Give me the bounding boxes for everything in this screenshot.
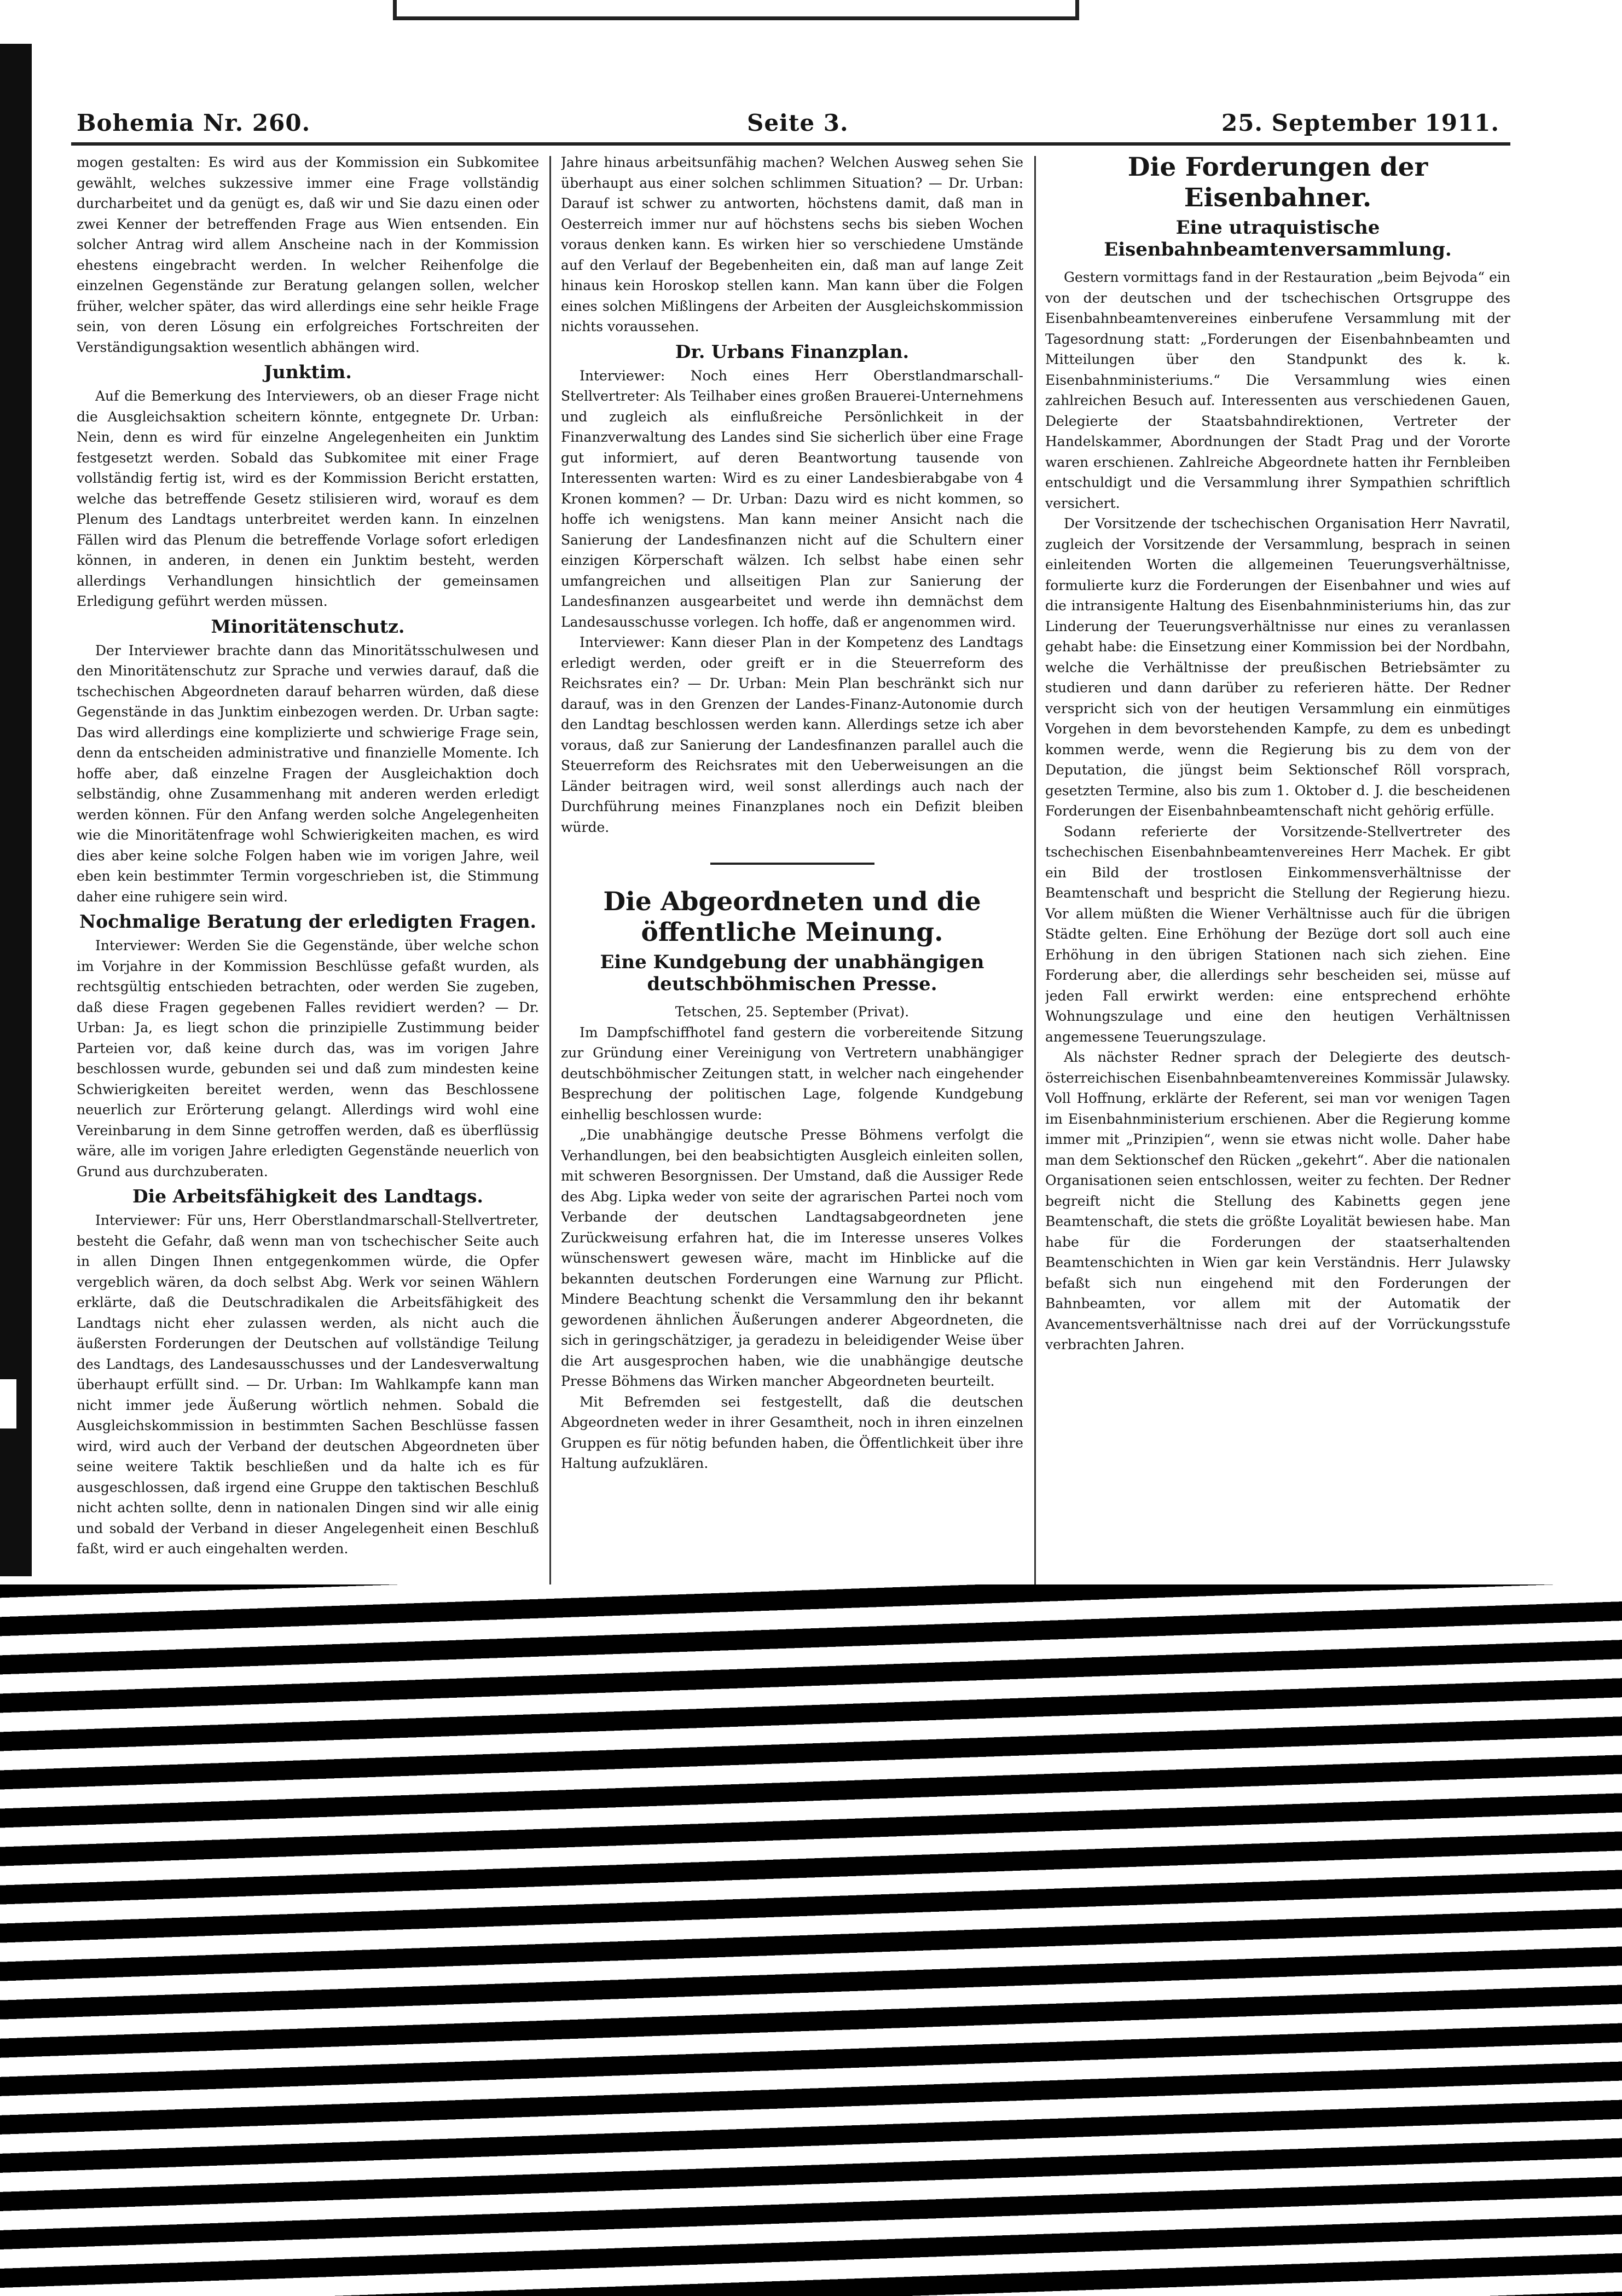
scan-edge-left [0,44,32,1576]
scan-artifact-stripes [0,1584,1622,2296]
column-rule [1034,156,1036,1584]
article-paragraph: „Die unabhängige deutsche Presse Böhmens verfolgt die Verhandlungen, bei den beabsichtigten Ausgleich einleiten sollen, mit schweren Besorgnissen. Der Umstand, daß die Aussiger Rede des Abg. Lipka weder von seite der agrarischen Partei noch vom Verbande der deutschen Landtagsabgeordneten jene Zurückweisung erfahren hat, die im Interesse unseres Volkes wünschenswert gewesen wäre, macht im Hinblicke auf die bekannten deutschen Forderungen eine Warnung zur Pflicht. Mindere Beachtung schenkt die Versammlung den ihr bekannt gewordenen ähnlichen Äußerungen anderer Abgeordneten, die sich in geringschätziger, ja geradezu in beleidigender Weise über die Art ausgesprochen haben, wie die unabhängige deutsche Presse Böhmens das Wirken mancher Abgeordneten beurteilt. [561,1127,1023,1389]
section-heading-nochmalige-beratung: Nochmalige Beratung der erledigten Fragen. [79,911,537,932]
scan-border-top [393,0,1079,20]
article-paragraph: Jahre hinaus arbeitsunfähig machen? Welchen Ausweg sehen Sie überhaupt aus einer solchen schlimmen Situation? — Dr. Urban: Darauf ist schwer zu antworten, höchstens damit, daß man in Oesterreich immer nur auf höchstens sechs bis sieben Wochen voraus denken kann. Es wirken hier so verschiedene Umstände auf den Verlauf der Begebenheiten ein, daß man auf lange Zeit hinaus kein Horoskop stellen kann. Man kann über die Folgen eines solchen Mißlingens der Arbeiten der Ausgleichskommission nichts voraussehen. [561,154,1023,334]
article-paragraph: Mit Befremden sei festgestellt, daß die deutschen Abgeordneten weder in ihrer Gesamtheit, noch in ihren einzelnen Gruppen es für nötig befunden haben, die Öffentlichkeit über ihre Haltung aufzuklären. [561,1393,1023,1471]
article-paragraph: Interviewer: Werden Sie die Gegenstände, über welche schon im Vorjahre in der Kommission Beschlüsse gefaßt wurden, als rechtsgültig entschieden betrachten, oder werden Sie zugeben, daß diese Fragen gegebenen Falles revidiert werden? — Dr. Urban: Ja, es liegt schon die prinzipielle Zustimmung beider Parteien vor, daß keine durch das, was im vorigen Jahre beschlossen wurde, gebunden sei und daß zum mindesten keine Schwierigkeiten bereitet werden, wenn das Beschlossene neuerlich zur Erörterung gelangt. Allerdings wird wohl eine Vereinbarung in dem Sinne getroffen werden, daß es überflüssig wäre, alle im vorigen Jahre erledigten Gegenstände neuerlich von Grund aus durchzuberaten. [77,938,539,1179]
section-heading-finanzplan: Dr. Urbans Finanzplan. [675,340,910,362]
article-dateline: Tetschen, 25. September (Privat). [675,1004,910,1020]
article-paragraph: Gestern vormittags fand in der Restauration „beim Bejvoda“ ein von der deutschen und der tschechischen Ortsgruppe des Eisenbahnbeamtenvereines einberufene Versammlung mit der Tagesordnung statt: „Forderungen der Eisenbahnbeamten und Mitteilungen über den Standpunkt des k. k. Eisenbahnministeriums.“ Die Versammlung wies einen zahlreichen Besuch auf. Interessenten aus verschiedenen Gauen, Delegierte der Staatsbahndirektionen, Vertreter der Handelskammer, Abordnungen der Stadt Prag und der Vororte waren erschienen. Zahlreiche Abgeordnete hatten ihr Fernbleiben entschuldigt und die Versammlung ihrer Sympathien schriftlich versichert. [1045,269,1510,511]
article-paragraph: Interviewer: Kann dieser Plan in der Kompetenz des Landtags erledigt werden, oder greift er in die Steuerreform des Reichsrates ein? — Dr. Urban: Mein Plan beschränkt sich nur darauf, was in den Grenzen der Landes-Finanz-Autonomie durch den Landtag beschlossen werden kann. Allerdings setze ich aber voraus, daß zur Sanierung der Landesfinanzen parallel auch die Steuerreform des Reichsrates mit den Ueberweisungen an die Länder beitragen wird, weil sonst allerdings auch nach der Durchführung meines Finanzplanes noch ein Defizit bleiben würde. [561,634,1023,835]
article-paragraph: Interviewer: Für uns, Herr Oberstlandmarschall-Stellvertreter, besteht die Gefahr, daß wenn man von tschechischer Seite auch in allen Dingen Ihnen entgegenkommen würde, die Opfer vergeblich wären, da doch selbst Abg. Werk vor seinen Wählern erklärte, daß die Deutschradikalen die Arbeitsfähigkeit des Landtags nicht eher zulassen werden, als nicht auch die äußersten Forderungen der Deutschen auf vollständige Teilung des Landtags, des Landesausschusses und der Landesverwaltung überhaupt erfüllt sind. — Dr. Urban: Im Wahlkampfe kann man nicht immer jede Äußerung wörtlich nehmen. Sobald die Ausgleichskommission in bestimmten Sachen Beschlüsse fassen wird, wird auch der Verband der deutschen Abgeordneten über seine weitere Taktik beschließen und da halte ich es für ausgeschlossen, daß irgend eine Gruppe den taktischen Beschluß nicht achten sollte, denn in nationalen Dingen sind wir alle einig und sobald der Verband in dieser Angelegenheit einen Beschluß faßt, wird er auch eingehalten werden. [77,1212,539,1557]
article-paragraph: Sodann referierte der Vorsitzende-Stellvertreter des tschechischen Eisenbahnbeamtenvereines Herr Machek. Er gibt ein Bild der trostlosen Einkommensverhältnisse der Beamtenschaft und bespricht die Stellung der Regierung hiezu. Vor allem müßten die Wiener Verhältnisse auch für die übrigen Städte gelten. Eine Erhöhung der Bezüge dort soll auch eine Erhöhung in den übrigen Stationen nach sich ziehen. Eine Forderung aber, die allerdings sehr bescheiden sei, müsse auf jeden Fall erwirkt werden: eine entsprechend erhöhte Wohnungszulage und eine den heutigen Verhältnissen angemessene Teuerungszulage. [1045,823,1510,1045]
article-subheadline-kundgebung: Eine Kundgebung der unabhängigen deutschböhmischen Presse. [600,951,984,995]
scan-edge-gap [0,1379,16,1429]
article-paragraph: Im Dampfschiffhotel fand gestern die vorbereitende Sitzung zur Gründung einer Vereinigung von Vertretern unabhängiger deutschböhmischer Zeitungen statt, in welcher nach eingehender Besprechung der politischen Lage, folgende Kundgebung einhellig beschlossen wurde: [561,1024,1023,1123]
article-paragraph: Als nächster Redner sprach der Delegierte des deutsch-österreichischen Eisenbahnbeamtenvereines Kommissär Julawsky. Voll Hoffnung, erklärte der Referent, sei man vor wenigen Tagen im Eisenbahnministerium erschienen. Aber die Regierung komme immer mit „Prinzipien“, wenn sie etwas nicht wolle. Daher habe man dem Sektionschef den Rücken „gekehrt“. Aber die nationalen Organisationen seien entschlossen, weiter zu fechten. Der Redner begreift nicht die Stellung des Kabinetts gegen jene Beamtenschaft, die stets die größte Loyalität bewiesen habe. Man habe für die Forderungen der staatserhaltenden Beamtenschichten in Wien gar kein Verständnis. Herr Julawsky befaßt sich nun eingehend mit den Forderungen der Bahnbeamten, vor allem mit der Automatik der Avancementsverhältnisse nach drei auf der Vorrückungsstufe verbrachten Jahren. [1045,1049,1510,1352]
masthead-page-number: Seite 3. [747,109,849,136]
article-paragraph: mogen gestalten: Es wird aus der Kommission ein Subkomitee gewählt, welches sukzessive immer eine Frage vollständig durcharbeitet und da genügt es, daß wir und Sie dazu einen oder zwei Kenner der betreffenden Frage aus Wien entsenden. Ein solcher Antrag wird allem Anscheine nach in der Kommission ehestens eingebracht werden. In welcher Reihenfolge die einzelnen Gegenstände zur Beratung gelangen sollen, welcher früher, welcher später, das wird allerdings eine sehr heikle Frage sein, von deren Lösung ein erfolgreiches Fortschreiten der Verständigungsaktion wesentlich abhängen wird. [77,154,539,355]
article-headline-abgeordnete: Die Abgeordneten und die öffentliche Meinung. [603,887,981,947]
article-separator [710,863,874,865]
newspaper-page [66,99,1516,1584]
column-3 [1045,152,1510,1584]
masthead-date: 25. September 1911. [1221,109,1499,136]
column-1 [77,152,539,1584]
stripe-overlay [0,1584,1622,2296]
article-paragraph: Interviewer: Noch eines Herr Oberstlandmarschall-Stellvertreter: Als Teilhaber eines großen Brauerei-Unternehmens und zugleich als einflußreiche Persönlichkeit in der Finanzverwaltung des Landes sind Sie sicherlich über eine Frage gut informiert, auf deren Beantwortung tausende von Interessenten warten: Wird es zu einer Landesbierabgabe von 4 Kronen kommen? — Dr. Urban: Dazu wird es nicht kommen, so hoffe ich wenigstens. Man kann meiner Ansicht nach die Sanierung der Landesfinanzen nicht auf die Schultern einer einzigen Körperschaft wälzen. Ich selbst habe einen sehr umfangreichen und allseitigen Plan zur Sanierung der Landesfinanzen ausgearbeitet und werde ihn demnächst dem Landesausschusse vorlegen. Ich hoffe, daß er angenommen wird. [561,367,1023,630]
masthead-rule [71,142,1510,146]
article-paragraph: Der Vorsitzende der tschechischen Organisation Herr Navratil, zugleich der Vorsitzende der Versammlung, besprach in seinen einleitenden Worten die allgemeinen Teuerungsverhältnisse, formulierte kurz die Forderungen der Eisenbahner und wies auf die intransigente Haltung des Eisenbahnministeriums hin, das zur Linderung der Teuerungsverhältnisse nur eines zu veranlassen gehabt habe: die Einsetzung einer Kommission bei der Nordbahn, welche die Verhältnisse der preußischen Betriebsämter zu studieren und dann darüber zu referieren hätte. Der Redner verspricht sich von der heutigen Versammlung ein einmütiges Vorgehen in dem bevorstehenden Kampfe, zu dem es unbedingt kommen werde, wenn die Regierung bis zu dem von der Deputation, die jüngst beim Sektionschef Röll vorsprach, gesetzten Termine, also bis zum 1. Oktober d. J. die bescheidenen Forderungen der Eisenbahnbeamtenschaft nicht gehörig erfülle. [1045,516,1510,819]
article-paragraph: Auf die Bemerkung des Interviewers, ob an dieser Frage nicht die Ausgleichsaktion scheitern könnte, entgegnete Dr. Urban: Nein, denn es wird für einzelne Angelegenheiten ein Junktim festgesetzt werden. Sobald das Subkomitee mit einer Frage vollständig fertig ist, wird es der Kommission Bericht erstatten, welche das betreffende Gesetz stilisieren wird, worauf es dem Plenum des Landtags unterbreitet werden kann. In einzelnen Fällen wird das Plenum die betreffende Vorlage sofort erledigen können, in anderen, in denen ein Junktim besteht, werden allerdings Verhandlungen hinsichtlich der gemeinsamen Erledigung geführt werden müssen. [77,388,539,609]
section-heading-junktim: Junktim. [264,361,352,383]
article-subheadline-versammlung: Eine utraquistische Eisenbahnbeamtenversammlung. [1104,217,1452,261]
section-heading-minoritaetenschutz: Minoritätenschutz. [211,615,405,637]
column-rule [549,156,551,1584]
masthead-publication: Bohemia Nr. 260. [77,109,311,136]
section-heading-arbeitsfaehigkeit: Die Arbeitsfähigkeit des Landtags. [132,1185,483,1207]
masthead [66,99,1516,147]
article-headline-eisenbahner: Die Forderungen der Eisenbahner. [1127,152,1428,213]
article-paragraph: Der Interviewer brachte dann das Minoritätsschulwesen und den Minoritätenschutz zur Sprache und verwies darauf, daß die tschechischen Abgeordneten darauf beharren würden, daß diese Gegenstände in das Junktim einbezogen werden. Dr. Urban sagte: Das wird allerdings eine komplizierte und schwierige Frage sein, denn da entscheiden administrative und finanzielle Momente. Ich hoffe aber, daß einzelne Fragen der Ausgleichaktion doch selbständig, ohne Zusammenhang mit anderen werden erledigt werden können. Für den Anfang werden solche Angelegenheiten wie die Minoritätenfrage wohl Schwierigkeiten machen, es wird dies aber keine solche Folgen haben wie im vorigen Jahre, weil eben kein bestimmter Termin vorgeschrieben ist, die Stimmung daher eine ruhigere sein wird. [77,642,539,905]
column-2 [561,152,1023,1584]
